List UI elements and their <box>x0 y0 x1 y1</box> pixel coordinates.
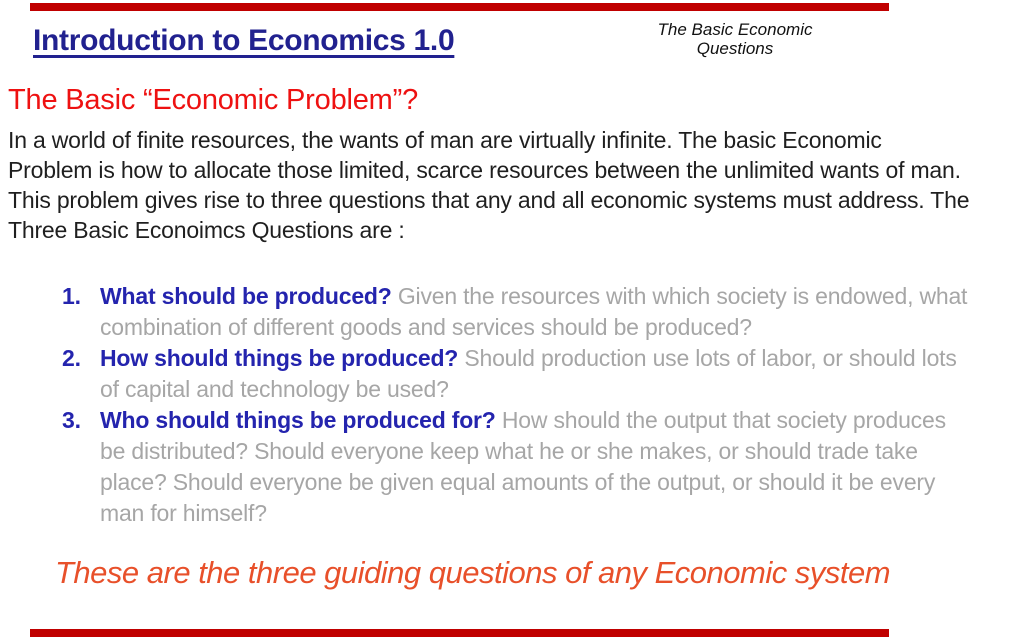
intro-paragraph: In a world of finite resources, the wants of man are virtually infinite. The basic Economic Problem is how to allocate those limited, scarce resources between the unlimited wants of man. This problem gives rise to three questions that any and all economic systems must address. The Three Basic Econoimcs Questions are : <box>8 127 970 243</box>
question-detail: Should production use lots of labor, or should lots of capital and technology be used? <box>100 345 957 402</box>
top-red-bar <box>30 3 889 11</box>
question-text <box>100 281 968 343</box>
section-heading: The Basic “Economic Problem”? <box>8 84 419 116</box>
corner-caption-line1: The Basic Economic <box>657 20 813 39</box>
question-text <box>100 343 968 405</box>
questions-list <box>8 281 970 529</box>
corner-caption <box>600 20 870 58</box>
question-detail: Given the resources with which society is endowed, what combination of different goods and services should be produced? <box>100 283 968 340</box>
bottom-red-bar <box>30 629 889 637</box>
closing-statement: These are the three guiding questions of any Economic system <box>55 555 891 590</box>
question-lead: What should be produced? <box>100 283 392 309</box>
question-number: 2. <box>62 345 81 371</box>
question-item-3 <box>62 405 970 529</box>
question-item-1 <box>62 281 970 343</box>
question-lead: How should things be produced? <box>100 345 459 371</box>
slide-title: Introduction to Economics 1.0 <box>33 24 455 57</box>
corner-caption-line2: Questions <box>696 39 774 58</box>
question-item-2 <box>62 343 970 405</box>
question-text <box>100 405 968 529</box>
question-detail: How should the output that society produces be distributed? Should everyone keep what he or she makes, or should trade take place? Should everyone be given equal amounts of the output, or should it be every man for himself? <box>100 407 946 526</box>
slide-body <box>8 84 970 591</box>
question-number: 1. <box>62 283 81 309</box>
question-number: 3. <box>62 407 81 433</box>
question-lead: Who should things be produced for? <box>100 407 496 433</box>
